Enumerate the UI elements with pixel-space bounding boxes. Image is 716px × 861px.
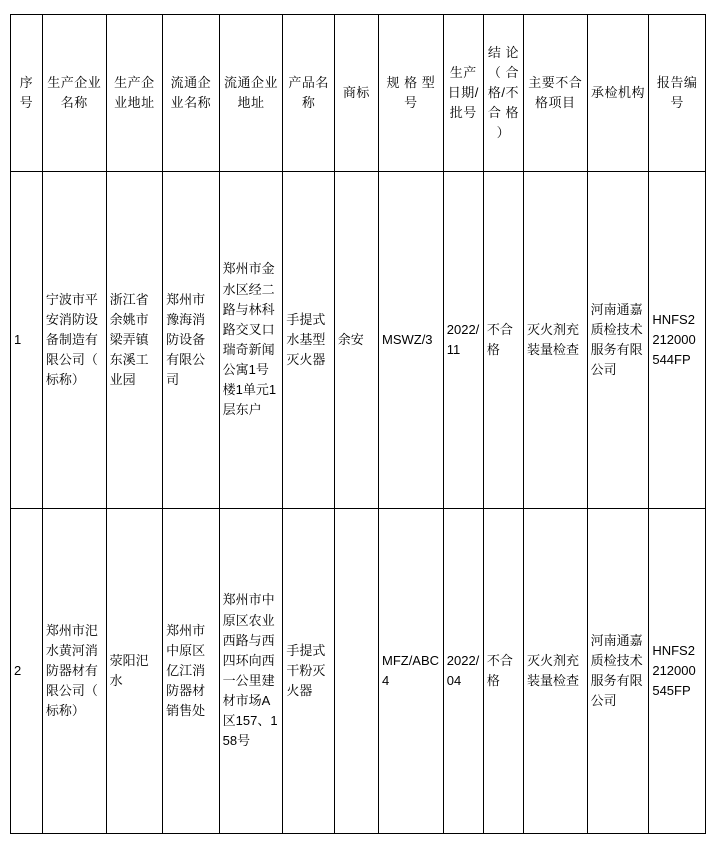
cell-distributor-address: 郑州市中原区农业西路与西四环向西一公里建材市场A区157、158号 bbox=[219, 509, 283, 834]
cell-brand bbox=[334, 509, 378, 834]
cell-conclusion: 不合格 bbox=[483, 172, 523, 509]
cell-production-date: 2022/04 bbox=[443, 509, 483, 834]
table-row bbox=[11, 172, 706, 509]
cell-index: 1 bbox=[11, 172, 43, 509]
cell-model: MSWZ/3 bbox=[378, 172, 443, 509]
cell-brand: 余安 bbox=[334, 172, 378, 509]
column-header-index: 序号 bbox=[11, 15, 43, 172]
cell-index: 2 bbox=[11, 509, 43, 834]
column-header-model: 规 格 型 号 bbox=[378, 15, 443, 172]
cell-failed-items: 灭火剂充装量检查 bbox=[523, 509, 587, 834]
column-header-report-number: 报告编号 bbox=[649, 15, 706, 172]
column-header-production-date: 生产日期/批号 bbox=[443, 15, 483, 172]
cell-distributor-name: 郑州市豫海消防设备有限公司 bbox=[163, 172, 220, 509]
column-header-maker-address: 生产企业地址 bbox=[106, 15, 163, 172]
cell-model: MFZ/ABC4 bbox=[378, 509, 443, 834]
column-header-maker-name: 生产企业名称 bbox=[42, 15, 106, 172]
cell-failed-items: 灭火剂充装量检查 bbox=[523, 172, 587, 509]
cell-product-name: 手提式水基型灭火器 bbox=[283, 172, 334, 509]
column-header-conclusion: 结 论 （ 合 格/不 合 格 ） bbox=[483, 15, 523, 172]
cell-report-number: HNFS2212000545FP bbox=[649, 509, 706, 834]
cell-product-name: 手提式干粉灭火器 bbox=[283, 509, 334, 834]
column-header-distributor-address: 流通企业地址 bbox=[219, 15, 283, 172]
column-header-distributor-name: 流通企业名称 bbox=[163, 15, 220, 172]
cell-production-date: 2022/11 bbox=[443, 172, 483, 509]
table-row bbox=[11, 509, 706, 834]
cell-maker-address: 浙江省余姚市梁弄镇东溪工业园 bbox=[106, 172, 163, 509]
cell-maker-name: 郑州市汜水黄河消防器材有限公司（ 标称） bbox=[42, 509, 106, 834]
inspection-results-table bbox=[10, 14, 706, 834]
cell-distributor-name: 郑州市中原区亿江消防器材销售处 bbox=[163, 509, 220, 834]
cell-maker-name: 宁波市平安消防设备制造有限公司（ 标称） bbox=[42, 172, 106, 509]
column-header-inspection-org: 承检机构 bbox=[587, 15, 649, 172]
column-header-product-name: 产品名称 bbox=[283, 15, 334, 172]
cell-distributor-address: 郑州市金水区经二路与林科路交叉口瑞奇新闻公寓1号楼1单元1层东户 bbox=[219, 172, 283, 509]
cell-inspection-org: 河南通嘉质检技术服务有限公司 bbox=[587, 172, 649, 509]
cell-maker-address: 荥阳汜水 bbox=[106, 509, 163, 834]
cell-conclusion: 不合格 bbox=[483, 509, 523, 834]
column-header-failed-items: 主要不合格项目 bbox=[523, 15, 587, 172]
cell-inspection-org: 河南通嘉质检技术服务有限公司 bbox=[587, 509, 649, 834]
column-header-brand: 商标 bbox=[334, 15, 378, 172]
cell-report-number: HNFS2212000544FP bbox=[649, 172, 706, 509]
table-header-row bbox=[11, 15, 706, 172]
